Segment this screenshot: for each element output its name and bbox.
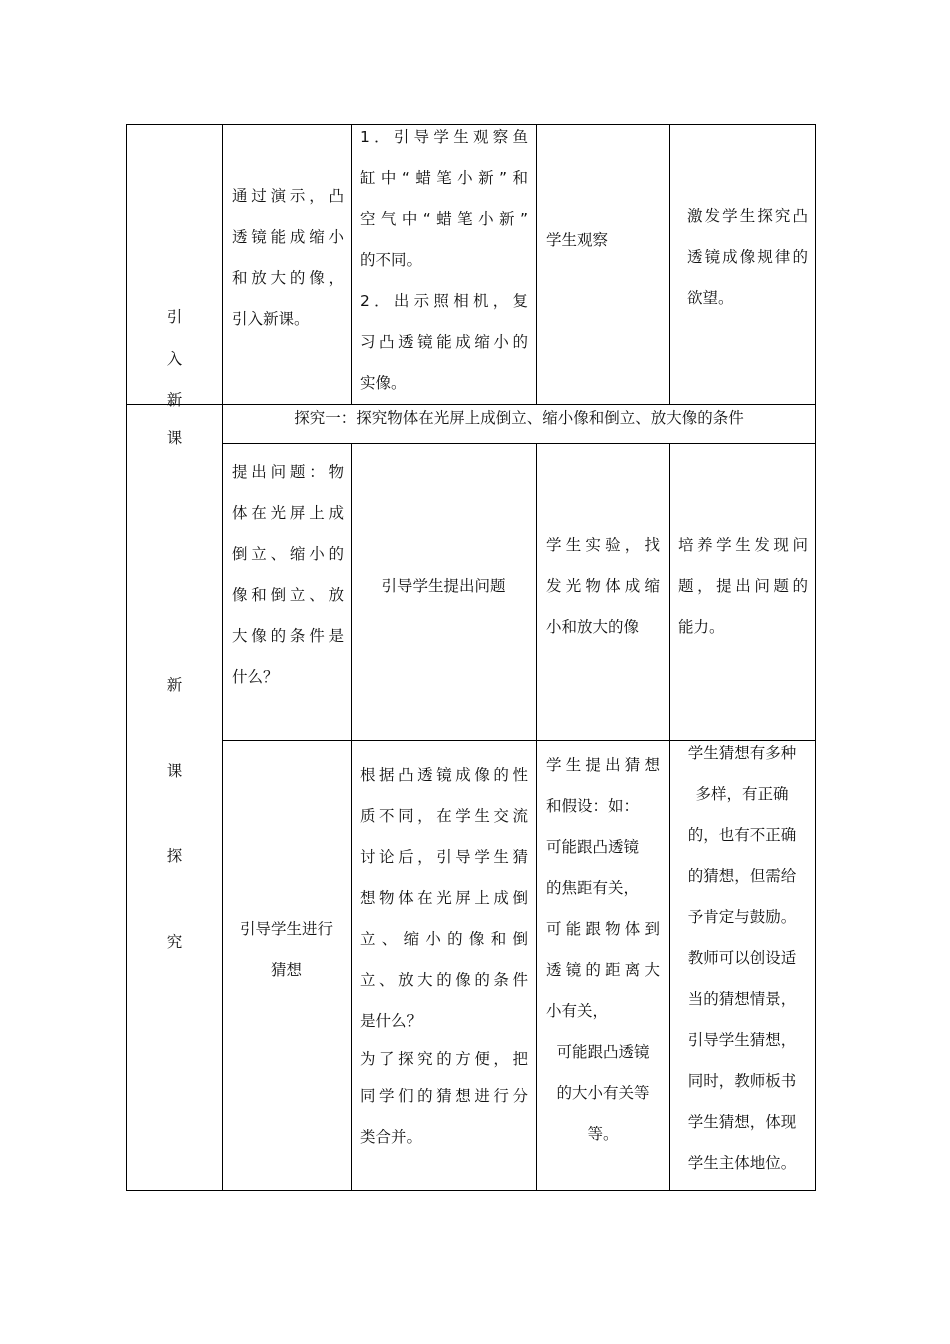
- hypothesis-intent: [669, 733, 815, 1184]
- intro-intent: [687, 196, 808, 319]
- text-line: 像和倒立、放: [232, 586, 344, 604]
- text-line: 引导学生猜想，: [687, 1031, 797, 1049]
- col-divider-4a: [669, 124, 670, 405]
- col-divider-3b: [536, 443, 537, 1191]
- col-divider-2b: [351, 443, 352, 1191]
- text-line: 学生猜想有多种: [687, 744, 797, 762]
- text-line: 立、缩小的像和倒: [360, 930, 528, 948]
- text-line: 引导学生提出问题: [381, 577, 506, 595]
- text-line: 的，也有不正确: [687, 826, 797, 844]
- text-line: 能力。: [678, 618, 725, 636]
- text-line: 空气中“蜡笔小新”: [360, 210, 528, 228]
- text-line: 予肯定与鼓励。: [687, 908, 797, 926]
- hypothesis-teacher-activity: [360, 755, 528, 1158]
- text-line: 大像的条件是: [232, 627, 344, 645]
- hypothesis-student-activity: [546, 745, 660, 1155]
- text-line: 同学们的猜想进行分: [360, 1087, 528, 1105]
- text-line: 教师可以创设适: [687, 949, 797, 967]
- text-line: 的大小有关等: [556, 1084, 650, 1102]
- text-line: 学生主体地位。: [687, 1154, 797, 1172]
- text-line: 立、放大的像的条件: [360, 971, 528, 989]
- stage-char: 引: [166, 308, 183, 326]
- text-line: 激发学生探究凸: [687, 207, 808, 225]
- table-border-right: [815, 124, 816, 1191]
- intro-teacher-activity: [360, 117, 528, 404]
- text-line: 学生观察: [546, 231, 609, 249]
- hypothesis-content: [222, 909, 351, 991]
- stage-char: 课: [166, 429, 183, 447]
- text-line: 可能跟凸透镜: [556, 1043, 650, 1061]
- intro-student-activity: [546, 220, 664, 261]
- text-line: 提出问题：物: [232, 463, 344, 481]
- col-divider-3a: [536, 124, 537, 405]
- text-line: 体在光屏上成: [232, 504, 344, 522]
- text-line: 类合并。: [360, 1128, 423, 1146]
- text-line: 根据凸透镜成像的性: [360, 766, 528, 784]
- text-line: 的不同。: [360, 251, 423, 269]
- question-teacher-activity: [351, 566, 536, 607]
- stage-char: 入: [166, 350, 183, 368]
- text-line: 可能跟物体到: [546, 920, 660, 938]
- text-line: 引导学生进行: [239, 920, 333, 938]
- explore-heading: [222, 404, 816, 443]
- section-heading: 探究一：探究物体在光屏上成倒立、缩小像和倒立、放大像的条件: [294, 409, 744, 427]
- text-line: 同时，教师板书: [687, 1072, 797, 1090]
- text-line: 培养学生发现问: [678, 536, 808, 554]
- text-line: 和假设：如：: [546, 797, 640, 815]
- text-line: 缸中“蜡笔小新”和: [360, 169, 528, 187]
- text-line: 可能跟凸透镜: [546, 838, 640, 856]
- text-line: 透镜成像规律的: [687, 248, 808, 266]
- text-line: 学生实验，找: [546, 536, 660, 554]
- text-line: 引入新课。: [232, 310, 310, 328]
- table-border-bottom: [126, 1190, 816, 1191]
- text-line: 通过演示，凸: [232, 187, 344, 205]
- intro-content: [232, 176, 344, 340]
- stage-char: 究: [166, 933, 183, 951]
- stage-char: 探: [166, 847, 183, 865]
- text-line: 2．出示照相机，复: [360, 292, 528, 310]
- stage-intro: [126, 124, 223, 447]
- text-line: 当的猜想情景，: [687, 990, 797, 1008]
- text-line: 题，提出问题的: [678, 577, 808, 595]
- question-intent: [678, 525, 808, 648]
- text-line: 质不同，在学生交流: [360, 807, 528, 825]
- row-divider-heading: [222, 443, 816, 444]
- question-student-activity: [546, 525, 660, 648]
- text-line: 欲望。: [687, 289, 734, 307]
- text-line: 小有关，: [546, 1002, 609, 1020]
- col-divider-2a: [351, 124, 352, 405]
- text-line: 想物体在光屏上成倒: [360, 889, 528, 907]
- text-line: 多样，有正确: [695, 785, 789, 803]
- stage-char: 新: [166, 391, 183, 409]
- text-line: 学生猜想，体现: [687, 1113, 797, 1131]
- text-line: 是什么？: [360, 1012, 423, 1030]
- stage-char: 新: [166, 676, 183, 694]
- text-line: 为了探究的方便，把: [360, 1050, 528, 1068]
- text-line: 的猜想，但需给: [687, 867, 797, 885]
- stage-explore: [126, 404, 223, 1190]
- text-line: 1．引导学生观察鱼: [360, 128, 528, 146]
- text-line: 讨论后，引导学生猜: [360, 848, 528, 866]
- text-line: 小和放大的像: [546, 618, 640, 636]
- text-line: 习凸透镜能成缩小的: [360, 333, 528, 351]
- text-line: 等。: [587, 1125, 619, 1143]
- question-content: [232, 452, 344, 698]
- text-line: 发光物体成缩: [546, 577, 660, 595]
- text-line: 实像。: [360, 374, 407, 392]
- text-line: 和放大的像，: [232, 269, 344, 287]
- text-line: 透镜的距离大: [546, 961, 660, 979]
- text-line: 透镜能成缩小: [232, 228, 344, 246]
- text-line: 什么？: [232, 668, 279, 686]
- stage-char: 课: [166, 762, 183, 780]
- text-line: 猜想: [270, 961, 302, 979]
- text-line: 倒立、缩小的: [232, 545, 344, 563]
- text-line: 学生提出猜想: [546, 756, 660, 774]
- text-line: 的焦距有关，: [546, 879, 640, 897]
